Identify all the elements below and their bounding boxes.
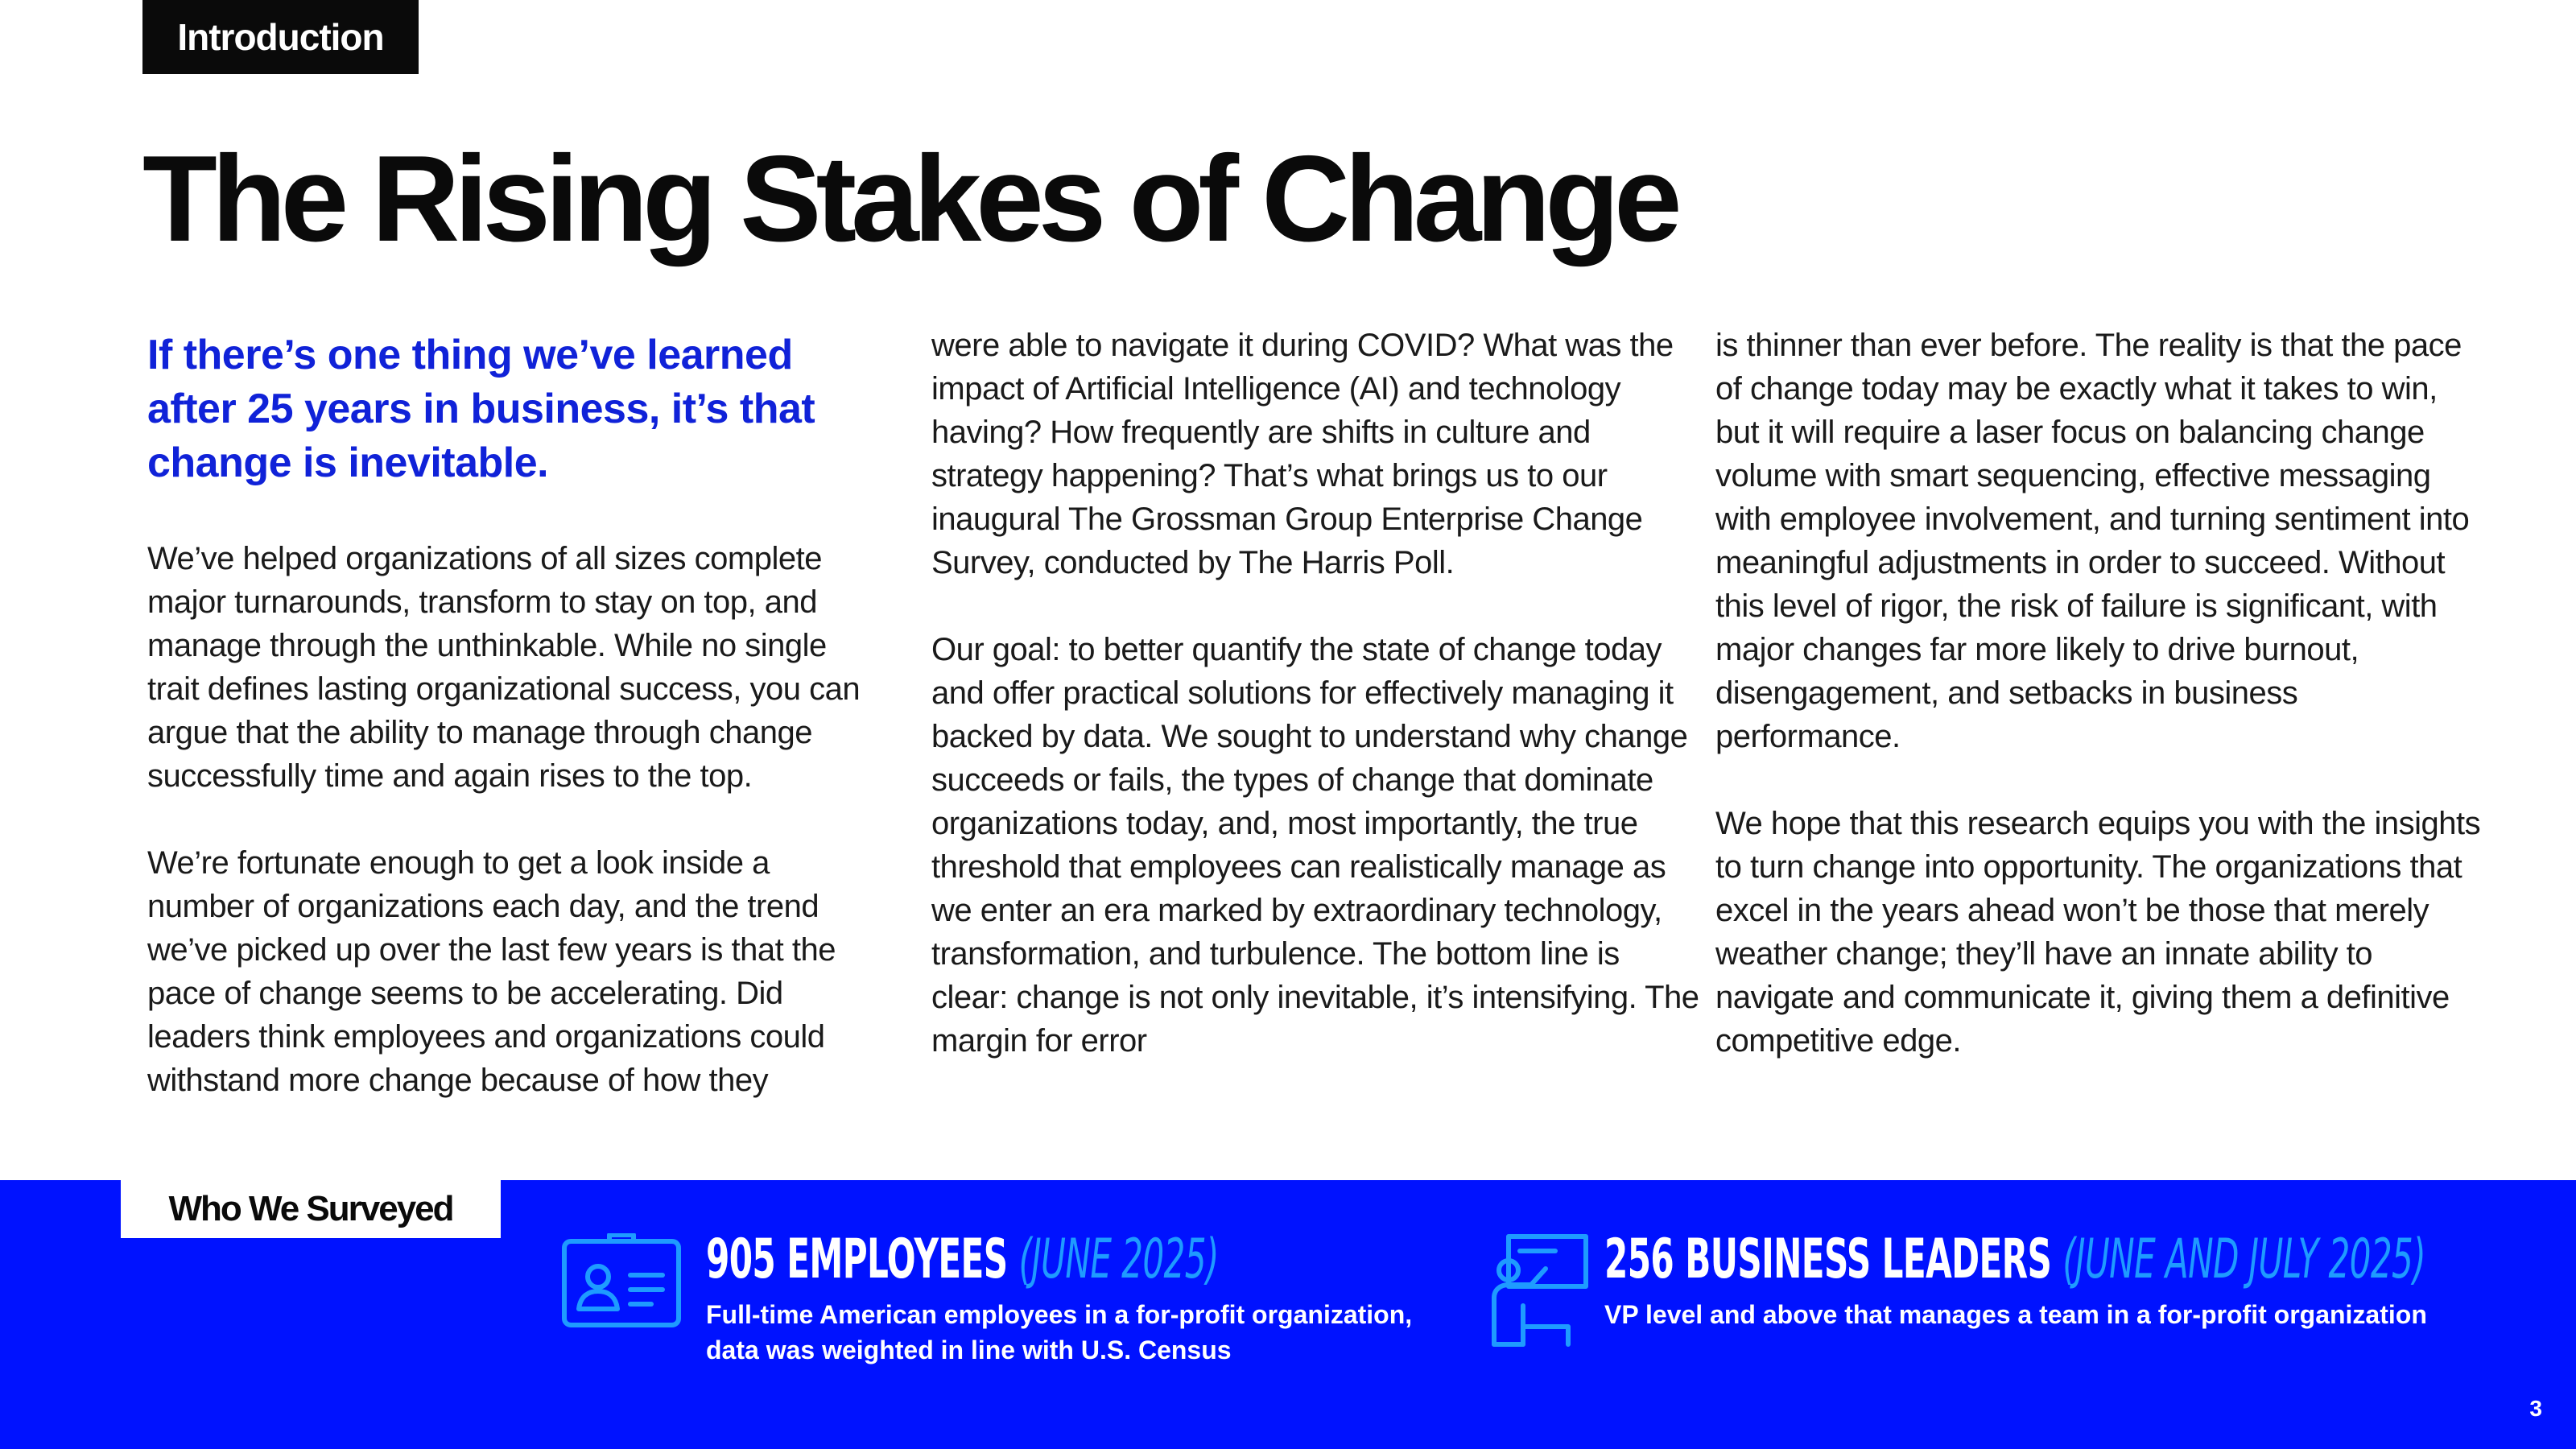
- survey-tab-label: Who We Surveyed: [121, 1180, 501, 1238]
- column-1-paragraph-1: We’ve helped organizations of all sizes complete major turnarounds, transform to stay on top, and manage through the unthinkable. While no single trait defines lasting organizational success, you can argue that the ability to manage through change successfully time and again rises to the top.: [147, 541, 861, 794]
- employees-stat: [706, 1224, 1533, 1367]
- leaders-count: 256 BUSINESS LEADERS: [1604, 1228, 2052, 1291]
- column-3-paragraph-2: We hope that this research equips you with the insights to turn change into opportunity. The organizations that excel in the years ahead won’t be those that merely weather change; they’ll have an innate ability to navigate and communicate it, giving them a definitive competitive edge.: [1715, 806, 2481, 1059]
- id-badge-icon: [561, 1233, 682, 1328]
- employees-count: 905 EMPLOYEES: [706, 1228, 1008, 1291]
- column-2-paragraph-1: were able to navigate it during COVID? What was the impact of Artificial Intelligence (AI) and technology having? How frequently are shifts in culture and strategy happening? That’s what brings us to our inaugural The Grossman Group Enterprise Change Survey, conducted by The Harris Poll.: [931, 328, 1674, 580]
- employees-desc-line-2: data was weighted in line with U.S. Census: [706, 1335, 1232, 1364]
- lead-statement: If there’s one thing we’ve learned after 25 years in business, it’s that change is inevitable.: [147, 332, 815, 486]
- leaders-headline: [1604, 1224, 2425, 1296]
- section-tag: Introduction: [142, 0, 419, 74]
- column-2-paragraph-2: Our goal: to better quantify the state of change today and offer practical solutions for effectively managing it backed by data. We sought to understand why change succeeds or fails, the types of change that dominate organizations today, and, most importantly, the true threshold that employees can realistically manage as we enter an era marked by extraordinary technology, transformation, and turbulence. The bottom line is clear: change is not only inevitable, it’s intensifying. The margin for error: [931, 632, 1699, 1059]
- leaders-stat: [1604, 1224, 2576, 1331]
- column-1-paragraph-2: We’re fortunate enough to get a look inside a number of organizations each day, and the trend we’ve picked up over the last few years is that the pace of change seems to be accelerating. Did leaders think employees and organizations could withstand more change because of how they: [147, 845, 836, 1098]
- employees-desc-line-1: Full-time American employees in a for-profit organization,: [706, 1300, 1413, 1329]
- page-number: 3: [2529, 1396, 2542, 1421]
- column-2: [931, 324, 1704, 1106]
- leaders-date: (JUNE AND JULY 2025): [2062, 1228, 2426, 1291]
- presenter-icon: [1491, 1233, 1589, 1348]
- page-title: The Rising Stakes of Change: [142, 130, 1677, 267]
- column-3: [1715, 324, 2488, 1106]
- employees-date: (JUNE 2025): [1018, 1228, 1219, 1291]
- employees-headline: [706, 1224, 1219, 1296]
- column-1: [147, 322, 880, 1146]
- leaders-desc: VP level and above that manages a team in a for-profit organization: [1604, 1300, 2427, 1329]
- column-3-paragraph-1: is thinner than ever before. The reality is that the pace of change today may be exactly what it takes to win, but it will require a laser focus on balancing change volume with smart sequencing, effective messaging with employee involvement, and turning sentiment into meaningful adjustments in order to succeed. Without this level of rigor, the risk of failure is significant, with major changes far more likely to drive burnout, disengagement, and setbacks in business performance.: [1715, 328, 2470, 754]
